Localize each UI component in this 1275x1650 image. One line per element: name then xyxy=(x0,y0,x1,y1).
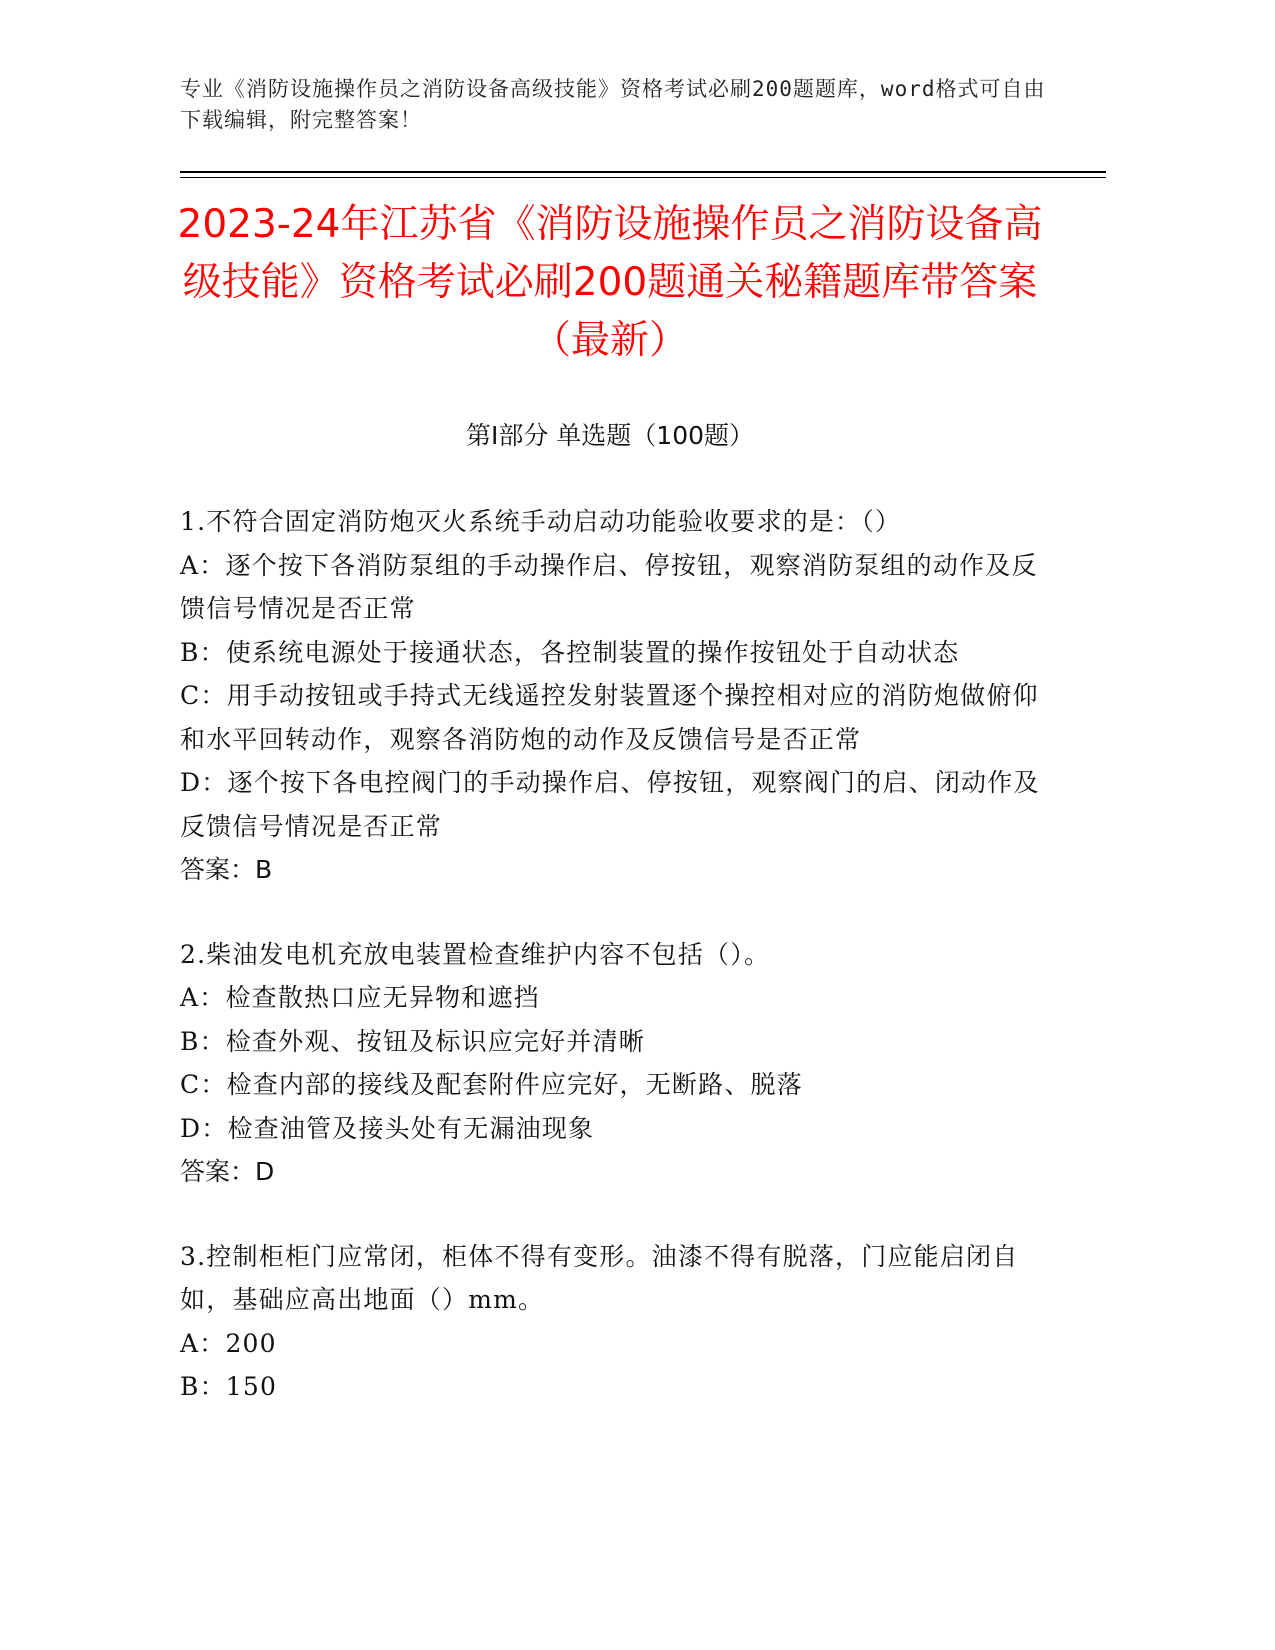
option-b: B：检查外观、按钮及标识应完好并清晰 xyxy=(180,1026,645,1056)
question-1 xyxy=(180,500,1040,892)
option-d: D：检查油管及接头处有无漏油现象 xyxy=(180,1113,595,1143)
option-a: A：检查散热口应无异物和遮挡 xyxy=(180,983,540,1012)
header-note: 专业《消防设施操作员之消防设备高级技能》资格考试必刷200题题库，word格式可自由下载编辑，附完整答案！ xyxy=(180,77,1046,132)
option-d: D：逐个按下各电控阀门的手动操作启、停按钮，观察阀门的启、闭动作及反馈信号情况是否正常 xyxy=(180,768,1040,841)
option-c: C：检查内部的接线及配套附件应完好，无断路、脱落 xyxy=(180,1070,803,1099)
question-stem: 2.柴油发电机充放电装置检查维护内容不包括（）。 xyxy=(180,939,771,969)
option-a: A：逐个按下各消防泵组的手动操作启、停按钮，观察消防泵组的动作及反馈信号情况是否正常 xyxy=(180,550,1038,623)
question-list xyxy=(180,500,1040,1450)
question-3 xyxy=(180,1235,1040,1409)
document-title: 2023-24年江苏省《消防设施操作员之消防设备高级技能》资格考试必刷200题通关秘籍题库带答案（最新） xyxy=(177,202,1043,363)
option-b: B：150 xyxy=(180,1372,278,1401)
header-divider-thick xyxy=(180,171,1106,173)
option-a: A：200 xyxy=(180,1328,277,1358)
question-2 xyxy=(180,933,1040,1194)
question-stem: 3.控制柜柜门应常闭，柜体不得有变形。油漆不得有脱落，门应能启闭自如，基础应高出地面（）mm。 xyxy=(180,1241,1019,1314)
section-heading: 第Ⅰ部分 单选题（100题） xyxy=(465,421,755,450)
option-c: C：用手动按钮或手持式无线遥控发射装置逐个操控相对应的消防炮做俯仰和水平回转动作，观察各消防炮的动作及反馈信号是否正常 xyxy=(180,681,1039,754)
answer-label: 答案：B xyxy=(180,855,273,884)
question-stem: 1.不符合固定消防炮灭火系统手动启动功能验收要求的是：（） xyxy=(180,507,902,536)
answer-label: 答案：D xyxy=(180,1157,275,1186)
option-b: B：使系统电源处于接通状态，各控制装置的操作按钮处于自动状态 xyxy=(180,637,960,667)
header-divider-thin xyxy=(180,177,1106,178)
